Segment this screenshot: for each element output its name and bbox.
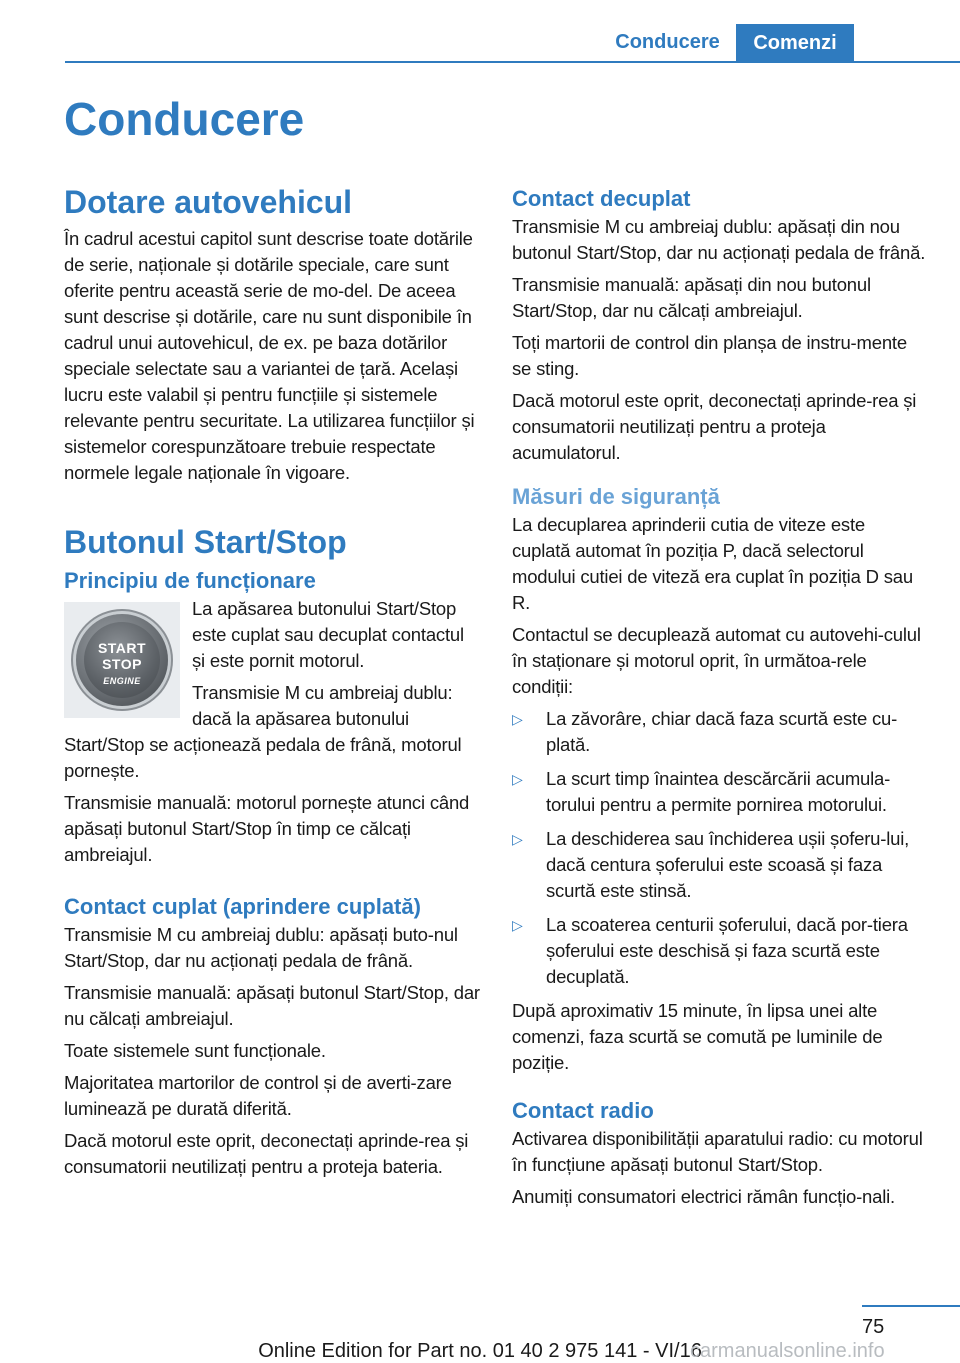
right-column (512, 184, 928, 1216)
subsection-title-contact-cuplat: Contact cuplat (aprindere cuplată) (64, 894, 421, 919)
triangle-bullet-icon: ▷ (512, 917, 523, 933)
image-label-start: START (97, 640, 147, 656)
triangle-bullet-icon: ▷ (512, 711, 523, 727)
page-header (0, 0, 960, 62)
paragraph: După aproximativ 15 minute, în lipsa unei alte comenzi, faza scurtă se comută pe luminile de poziție. (512, 1000, 883, 1073)
header-tab-chapter[interactable]: Comenzi (736, 24, 854, 62)
paragraph: Transmisie manuală: motorul pornește atunci când apăsați butonul Start/Stop în timp ce călcați ambreiajul. (64, 792, 470, 865)
watermark: carmanualsonline.info (690, 1340, 885, 1362)
paragraph: La decuplarea aprinderii cutia de viteze este cuplată automat în poziția P, dacă selectorul modului cutiei de viteză era cuplat în poziția D sau R. (512, 514, 913, 613)
paragraph: Majoritatea martorilor de control și de averti‐zare luminează pe durată diferită. (64, 1072, 452, 1119)
list-item: ▷ La scurt timp înaintea descărcării acumula‐torului pentru a permite pornirea motorului. (512, 768, 891, 815)
paragraph: Transmisie M cu ambreiaj dublu: apăsați din nou butonul Start/Stop, dar nu acționați pedala de frână. (512, 216, 926, 263)
paragraph: Transmisie M cu ambreiaj dublu: dacă la apăsarea butonului Start/Stop se acționează pedala de frână, motorul pornește. (64, 682, 462, 781)
paragraph: Anumiți consumatori electrici rămân funcțio‐nali. (512, 1186, 895, 1207)
paragraph: Activarea disponibilității aparatului radio: cu motorul în funcțiune apăsați butonul Start/Stop. (512, 1128, 923, 1175)
paragraph: Toți martorii de control din planșa de instru‐mente se sting. (512, 332, 907, 379)
chapter-title: Conducere (64, 93, 305, 145)
paragraph: Transmisie manuală: apăsați din nou butonul Start/Stop, dar nu călcați ambreiajul. (512, 274, 871, 321)
subsection-title-principiu: Principiu de funcționare (64, 568, 316, 593)
start-stop-button-image (64, 602, 180, 718)
list-item: ▷ La zăvorâre, chiar dacă faza scurtă este cu‐plată. (512, 708, 898, 755)
conditions-list (512, 706, 928, 990)
paragraph: Toate sistemele sunt funcționale. (64, 1040, 326, 1061)
image-label-engine: ENGINE (103, 676, 141, 686)
section-title-start-stop: Butonul Start/Stop (64, 524, 347, 560)
paragraph: În cadrul acestui capitol sunt descrise toate dotările de serie, naționale și dotările speciale, care sunt oferite pentru această serie de mo‐del. De aceea sunt descrise și dotările, care nu sunt disponibile în cadrul unui autovehicul, de ex. pe baza dotărilor speciale selectate sau a variantei de țară. Același lucru este valabil și pentru funcțiile și sistemele relevante pentru securitate. La utilizarea funcțiilor și sistemelor corespunzătoare trebuie respectate normele legale naționale în vigoare. (64, 228, 475, 483)
page-number: 75 (862, 1316, 885, 1338)
list-item: ▷ La scoaterea centurii șoferului, dacă por‐tiera șoferului este deschisă și faza scurtă este decuplată. (512, 914, 908, 987)
paragraph: La apăsarea butonului Start/Stop este cuplat sau decuplat contactul și este pornit motorul. (192, 598, 464, 671)
triangle-bullet-icon: ▷ (512, 831, 523, 847)
paragraph: Dacă motorul este oprit, deconectați aprinde‐rea și consumatorii neutilizați pentru a proteja bateria. (64, 1130, 469, 1177)
edition-footer: Online Edition for Part no. 01 40 2 975 141 - VI/16 (258, 1340, 702, 1362)
subsection-title-masuri: Măsuri de siguranță (512, 484, 720, 509)
header-divider (65, 61, 960, 63)
triangle-bullet-icon: ▷ (512, 771, 523, 787)
footer-divider (862, 1305, 960, 1307)
start-stop-engine-icon (76, 614, 168, 706)
left-column (64, 182, 480, 1186)
header-tab-section[interactable]: Conducere (615, 31, 720, 53)
paragraph: Transmisie M cu ambreiaj dublu: apăsați buto‐nul Start/Stop, dar nu acționați pedala de frână. (64, 924, 458, 971)
paragraph: Contactul se decuplează automat cu autovehi‐culul în staționare și motorul oprit, în următoa‐rele condiții: (512, 624, 921, 697)
paragraph: Dacă motorul este oprit, deconectați aprinde‐rea și consumatorii neutilizați pentru a proteja acumulatorul. (512, 390, 917, 463)
subsection-title-contact-decuplat: Contact decuplat (512, 186, 691, 211)
section-title-dotare: Dotare autovehicul (64, 184, 353, 220)
paragraph: Transmisie manuală: apăsați butonul Start/Stop, dar nu călcați ambreiajul. (64, 982, 480, 1029)
subsection-title-contact-radio: Contact radio (512, 1098, 654, 1123)
list-item: ▷ La deschiderea sau închiderea ușii șoferu‐lui, dacă centura șoferului este scoasă și faza scurtă este stinsă. (512, 828, 910, 901)
image-label-stop: STOP (102, 656, 142, 672)
